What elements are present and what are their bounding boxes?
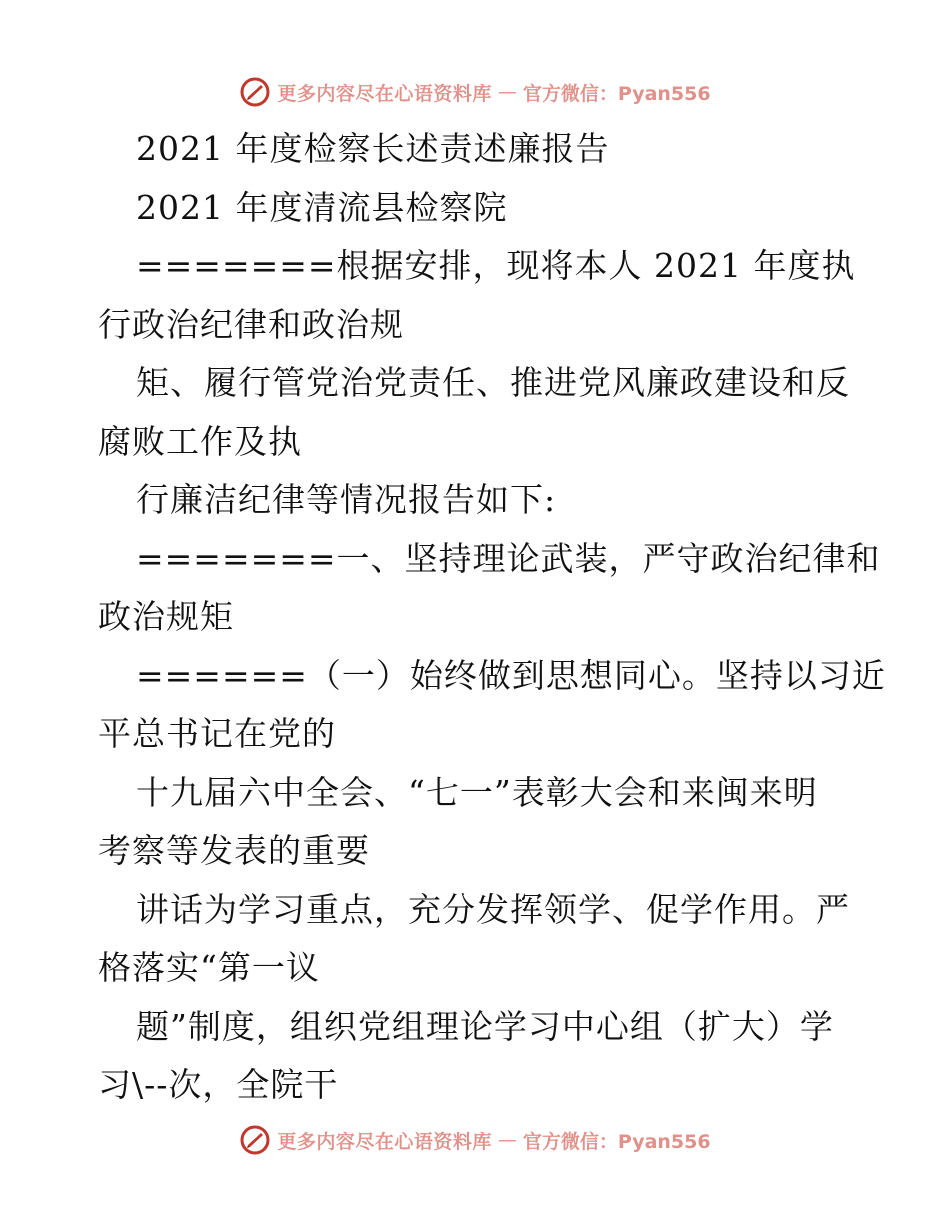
paragraph-line: 平总书记在党的 — [98, 714, 336, 753]
paragraph-line: 讲话为学习重点，充分发挥领学、促学作用。严 — [136, 889, 850, 929]
paragraph-line: 行廉洁纪律等情况报告如下: — [136, 480, 557, 519]
watermark-dash: — — [497, 1129, 517, 1151]
watermark-dash: — — [497, 81, 517, 103]
document-title: 2021 年度检察长述责述廉报告 — [136, 129, 610, 168]
footer-watermark — [0, 1120, 950, 1160]
paragraph-line: 习\--次，全院干 — [98, 1065, 339, 1104]
paragraph-line: 题”制度，组织党组理论学习中心组（扩大）学 — [136, 1006, 834, 1046]
paragraph-line: 考察等发表的重要 — [98, 831, 370, 870]
paragraph-line: 十九届六中全会、“七一”表彰大会和来闽来明 — [136, 772, 818, 812]
section-heading-line: 政治规矩 — [98, 597, 234, 636]
paragraph-line: 腐败工作及执 — [98, 421, 302, 461]
paragraph-line: 格落实“第一议 — [98, 948, 320, 987]
paragraph-line: =======根据安排，现将本人 2021 年度执 — [136, 246, 856, 285]
section-heading-line: =======一、坚持理论武装，严守政治纪律和 — [136, 538, 881, 578]
watermark-suffix: 官方微信：Pyan556 — [522, 1130, 711, 1153]
watermark-text: 更多内容尽在心语资料库 — [277, 1130, 492, 1153]
paragraph-line: 行政治纪律和政治规 — [98, 304, 404, 344]
header-watermark — [0, 72, 950, 112]
document-subtitle: 2021 年度清流县检察院 — [136, 187, 508, 227]
watermark-text: 更多内容尽在心语资料库 — [277, 82, 492, 105]
document-body — [98, 120, 886, 1115]
logo-icon — [239, 1124, 271, 1156]
paragraph-line: 矩、履行管党治党责任、推进党风廉政建设和反 — [136, 363, 850, 402]
logo-icon — [239, 76, 271, 108]
paragraph-line: ======（一）始终做到思想同心。坚持以习近 — [136, 655, 886, 695]
watermark-suffix: 官方微信：Pyan556 — [522, 82, 711, 105]
